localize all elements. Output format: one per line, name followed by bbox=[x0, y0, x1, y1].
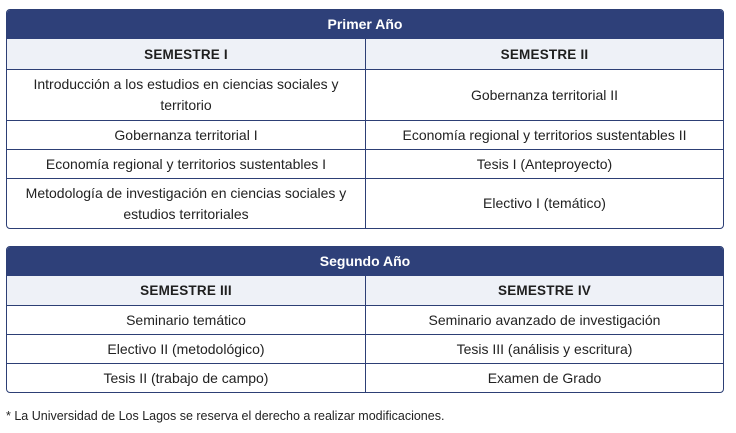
semester-header-row bbox=[7, 39, 723, 69]
course-cell: Metodología de investigación en ciencias sociales y estudios territoriales bbox=[25, 184, 347, 222]
course-cell: Seminario avanzado de investigación bbox=[365, 306, 723, 334]
course-cell: Tesis I (Anteproyecto) bbox=[365, 150, 723, 178]
semester-header: SEMESTRE II bbox=[365, 39, 723, 69]
year-title: Segundo Año bbox=[7, 247, 723, 276]
segundo-ano-table bbox=[6, 246, 724, 393]
course-cell: Tesis III (análisis y escritura) bbox=[365, 335, 723, 363]
table-row bbox=[7, 120, 723, 149]
course-cell: Economía regional y territorios sustentables II bbox=[365, 121, 723, 149]
course-cell: Electivo I (temático) bbox=[365, 179, 723, 228]
course-cell: Examen de Grado bbox=[365, 364, 723, 392]
course-cell: Electivo II (metodológico) bbox=[107, 340, 265, 357]
course-cell: Seminario temático bbox=[126, 311, 246, 328]
course-cell: Gobernanza territorial II bbox=[365, 70, 723, 120]
table-row bbox=[7, 178, 723, 228]
semester-header: SEMESTRE IV bbox=[365, 276, 723, 305]
semester-header: SEMESTRE I bbox=[7, 39, 365, 69]
course-cell: Economía regional y territorios sustentables I bbox=[45, 155, 327, 172]
table-row bbox=[7, 305, 723, 334]
footnote: * La Universidad de Los Lagos se reserva el derecho a realizar modificaciones. bbox=[6, 409, 445, 423]
course-cell: Tesis II (trabajo de campo) bbox=[103, 369, 269, 386]
table-row bbox=[7, 334, 723, 363]
semester-header: SEMESTRE III bbox=[7, 276, 365, 305]
table-row bbox=[7, 149, 723, 178]
year-title: Primer Año bbox=[7, 10, 723, 39]
table-row bbox=[7, 363, 723, 392]
course-cell: Gobernanza territorial I bbox=[114, 126, 258, 143]
semester-header-row bbox=[7, 276, 723, 305]
primer-ano-table bbox=[6, 9, 724, 229]
table-row bbox=[7, 69, 723, 120]
course-cell: Introducción a los estudios en ciencias sociales y territorio bbox=[33, 76, 339, 113]
